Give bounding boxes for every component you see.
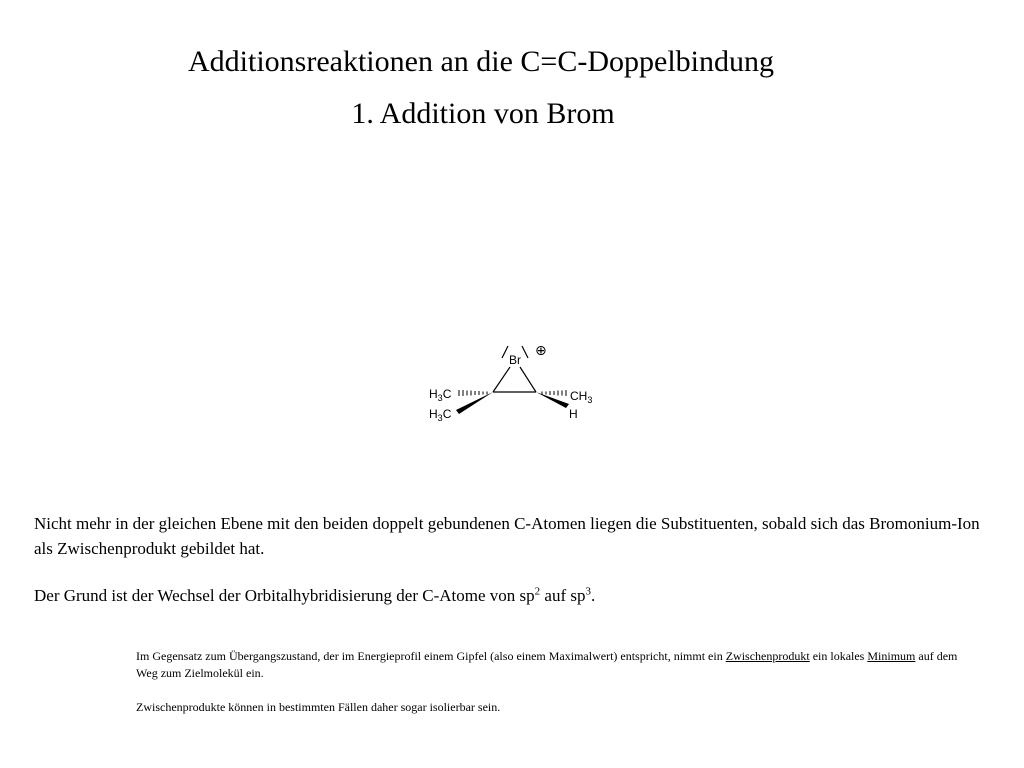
positive-charge-symbol: ⊕ — [535, 342, 547, 358]
ring-bond-br-right — [520, 367, 536, 392]
explanation-paragraph: Nicht mehr in der gleichen Ebene mit den beiden doppelt gebundenen C-Atomen liegen die Substituenten, sobald sich das Bromonium-Ion als Zwischenprodukt gebildet hat. — [34, 514, 980, 558]
br-lone-pair-right — [522, 346, 528, 358]
left-bottom-methyl-label: $H_3C$ — [429, 407, 452, 423]
bromine-label: Br — [509, 353, 521, 367]
superscript-2: 2 — [534, 585, 541, 598]
right-bottom-hydrogen-label: H — [569, 407, 578, 421]
note-text-2: ein lokales — [809, 649, 868, 663]
minimum-link[interactable]: Minimum — [867, 649, 916, 663]
right-wedge-bond — [536, 392, 569, 408]
hybridization-paragraph — [34, 583, 994, 608]
note-text-1: Im Gegensatz zum Übergangszustand, der im Energieprofil einem Gipfel (also einem Maximalwert) entspricht, nimmt ein — [136, 649, 726, 663]
hybridization-text-end: . — [590, 586, 596, 605]
bromonium-ion-structure — [424, 338, 604, 428]
superscript-3: 3 — [585, 585, 591, 598]
section-subtitle: 1. Addition von Brom — [351, 97, 615, 130]
left-top-methyl-label: $H_3C$ — [429, 387, 452, 403]
hybridization-text-start: Der Grund ist der Wechsel der Orbitalhybridisierung der C-Atome von sp — [34, 586, 535, 605]
ring-bond-br-left — [493, 367, 510, 392]
intermediate-note — [136, 648, 976, 682]
note-text-3: auf dem Weg zum Zielmolekül ein. — [136, 649, 958, 680]
zwischenprodukt-link[interactable]: Zwischenprodukt — [725, 649, 810, 663]
br-lone-pair-left — [502, 346, 508, 358]
left-wedge-bond — [456, 392, 493, 414]
right-top-methyl-label: $CH_3$ — [570, 389, 593, 405]
isolation-note: Zwischenprodukte können in bestimmten Fällen daher sogar isolierbar sein. — [136, 700, 501, 714]
left-hashed-bond — [459, 390, 487, 396]
page-title: Additionsreaktionen an die C=C-Doppelbindung — [188, 45, 774, 78]
hybridization-text-middle: auf sp — [540, 586, 586, 605]
right-hashed-bond — [542, 390, 566, 396]
